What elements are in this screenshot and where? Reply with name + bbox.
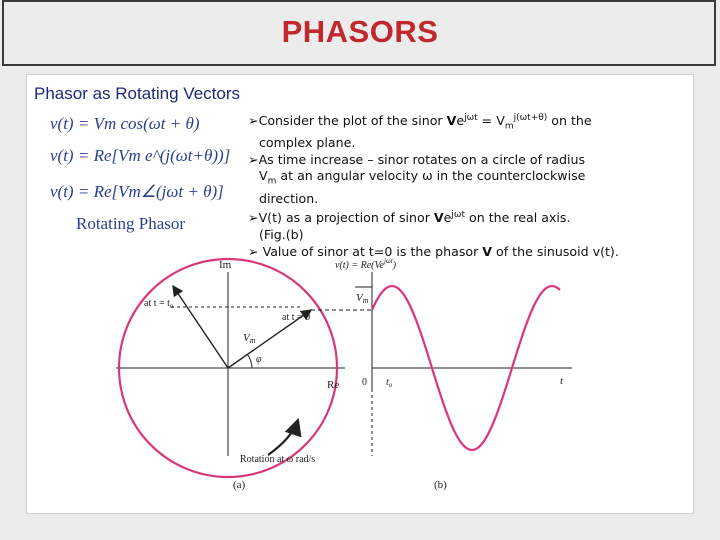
- equation-cos-text: v(t) = Vm cos(ωt + θ): [50, 114, 200, 133]
- rotation-arrow: [268, 420, 298, 455]
- bullet-4-bold: V: [482, 243, 493, 259]
- bullet-3-line2: (Fig.(b): [259, 226, 304, 242]
- bullet-3-e: e: [443, 210, 452, 226]
- rotating-phasor-label: Rotating Phasor: [76, 214, 186, 233]
- bullet-1-text: Consider the plot of the sinor: [258, 113, 447, 129]
- vt-label: [335, 257, 397, 271]
- bullet-2-sub: m: [267, 177, 277, 187]
- fig-a-label: (a): [233, 479, 246, 491]
- bullet-1-line2: complex plane.: [259, 135, 356, 151]
- arrow-icon: ➢: [248, 151, 259, 167]
- angle-arc: [247, 354, 252, 368]
- bullet-3-sup: jωt: [451, 210, 465, 221]
- at-tc-text: at t = t: [144, 298, 170, 309]
- bullet-1-sub: m: [504, 121, 514, 132]
- bullet-4-text: Value of sinor at t=0 is the phasor: [258, 243, 483, 259]
- vm-axis-text: V: [356, 292, 363, 304]
- phi-label: φ: [256, 354, 262, 365]
- equation-re-exp-text: v(t) = Re[Vm e^(j(ωt+θ))]: [50, 146, 231, 165]
- bullet-1-sup: jωt: [464, 113, 478, 123]
- bullet-1-sup2: j(ωt+θ): [513, 113, 548, 123]
- vt-close: ): [392, 260, 397, 271]
- equation-re-angle-text: v(t) = Re[Vm∠(jωt + θ)]: [50, 182, 224, 201]
- bullet-1-bold: V: [446, 113, 457, 129]
- bullet-1-post: on the: [547, 113, 592, 129]
- arrow-icon: ➢: [248, 210, 259, 226]
- to-sub: o: [388, 381, 393, 389]
- bullet-3-bold: V: [433, 210, 444, 226]
- vt-sup: jωt: [383, 257, 393, 265]
- t-label: t: [560, 375, 564, 387]
- vm-label: [243, 332, 256, 345]
- bullet-1-eq: = V: [477, 113, 505, 129]
- vm-axis-sub: m: [362, 296, 369, 305]
- arrow-icon: ➢: [248, 243, 259, 259]
- bullet-2-v: V: [259, 168, 268, 184]
- arrow-icon: ➢: [248, 113, 259, 129]
- bullet-2-line3: direction.: [259, 190, 319, 206]
- phasor-vector-tc: [173, 286, 228, 368]
- at-t0-label: at t = 0: [282, 312, 311, 323]
- bullet-2-text: As time increase – sinor rotates on a circle of radius: [258, 151, 586, 167]
- rotation-label: Rotation at ω rad/s: [240, 454, 316, 465]
- vm-axis-label: [356, 292, 369, 305]
- subtitle: Phasor as Rotating Vectors: [34, 84, 241, 103]
- origin-label: 0: [362, 377, 367, 388]
- vm-sub: m: [249, 336, 256, 345]
- to-label: [386, 377, 393, 389]
- bullet-3-text: V(t) as a projection of sinor: [258, 210, 434, 226]
- bullet-1-e: e: [456, 113, 465, 129]
- re-label: Re: [327, 379, 340, 391]
- to-text: t: [386, 377, 389, 388]
- vm-text: V: [243, 332, 250, 344]
- vt-text: v(t) = Re(Ve: [335, 260, 384, 271]
- fig-b-label: (b): [434, 479, 447, 491]
- at-tc-sub: o: [169, 302, 174, 310]
- slide-title: PHASORS: [281, 14, 439, 49]
- bullet-2-line2-text: at an angular velocity ω in the counterclockwise: [276, 168, 586, 184]
- bullet-3-text-b: on the real axis.: [465, 210, 571, 226]
- im-label: Im: [219, 259, 232, 271]
- at-tc-label: [144, 298, 174, 310]
- bullet-4-text-b: of the sinusoid v(t).: [492, 243, 619, 259]
